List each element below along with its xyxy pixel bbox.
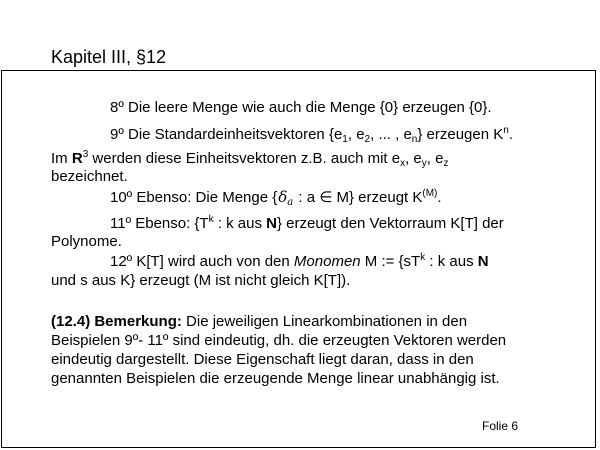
item-8: 8º Die leere Menge wie auch die Menge {0} erzeugen {0}. [110,99,492,116]
item-12-line-2: und s aus K} erzeugt (M ist nicht gleich K[T]). [51,272,351,289]
item-12-line-1: 12º K[T] wird auch von den Monomen M := {$sT^k$ : k aus N [110,252,489,270]
r3-line-2: bezeichnet. [51,168,128,185]
remark-line-3: eindeutig dargestellt. Diese Eigenschaft liegt daran, dass in den [51,351,474,368]
remark-line-2: Beispielen 9º- 11º sind eindeutig, dh. die erzeugten Vektoren werden [51,332,507,349]
remark-line-1: (12.4) Bemerkung: Die jeweiligen Linearkombinationen in den [51,313,468,330]
remark-line-4: genannten Beispielen die erzeugende Menge linear unabhängig ist. [51,370,500,387]
slide-title: Kapitel III, §12 [51,47,167,67]
item-11-line-2: Polynome. [51,233,122,250]
delta-symbol: $\delta_a$ [278,188,294,208]
item-10: 10º Ebenso: Die Menge {$\delta_a$ : a ∈ M} erzeugt $K^{(M)}$. [110,188,442,208]
remark-label: (12.4) Bemerkung: [51,313,182,330]
slide-footer: Folie 6 [482,419,519,433]
item-9: 9º Die Standardeinheitsvektoren {$e_1$, $e_2$, ... , $e_n$} erzeugen $K^n$. [110,125,513,145]
item-11-line-1: 11º Ebenso: {$T^k$ : k aus N} erzeugt den Vektorraum K[T] der [110,214,504,232]
r3-line-1: Im $R^3$ werden diese Einheitsvektoren z.B. auch mit $e_x$, $e_y$, $e_z$ [51,149,449,169]
